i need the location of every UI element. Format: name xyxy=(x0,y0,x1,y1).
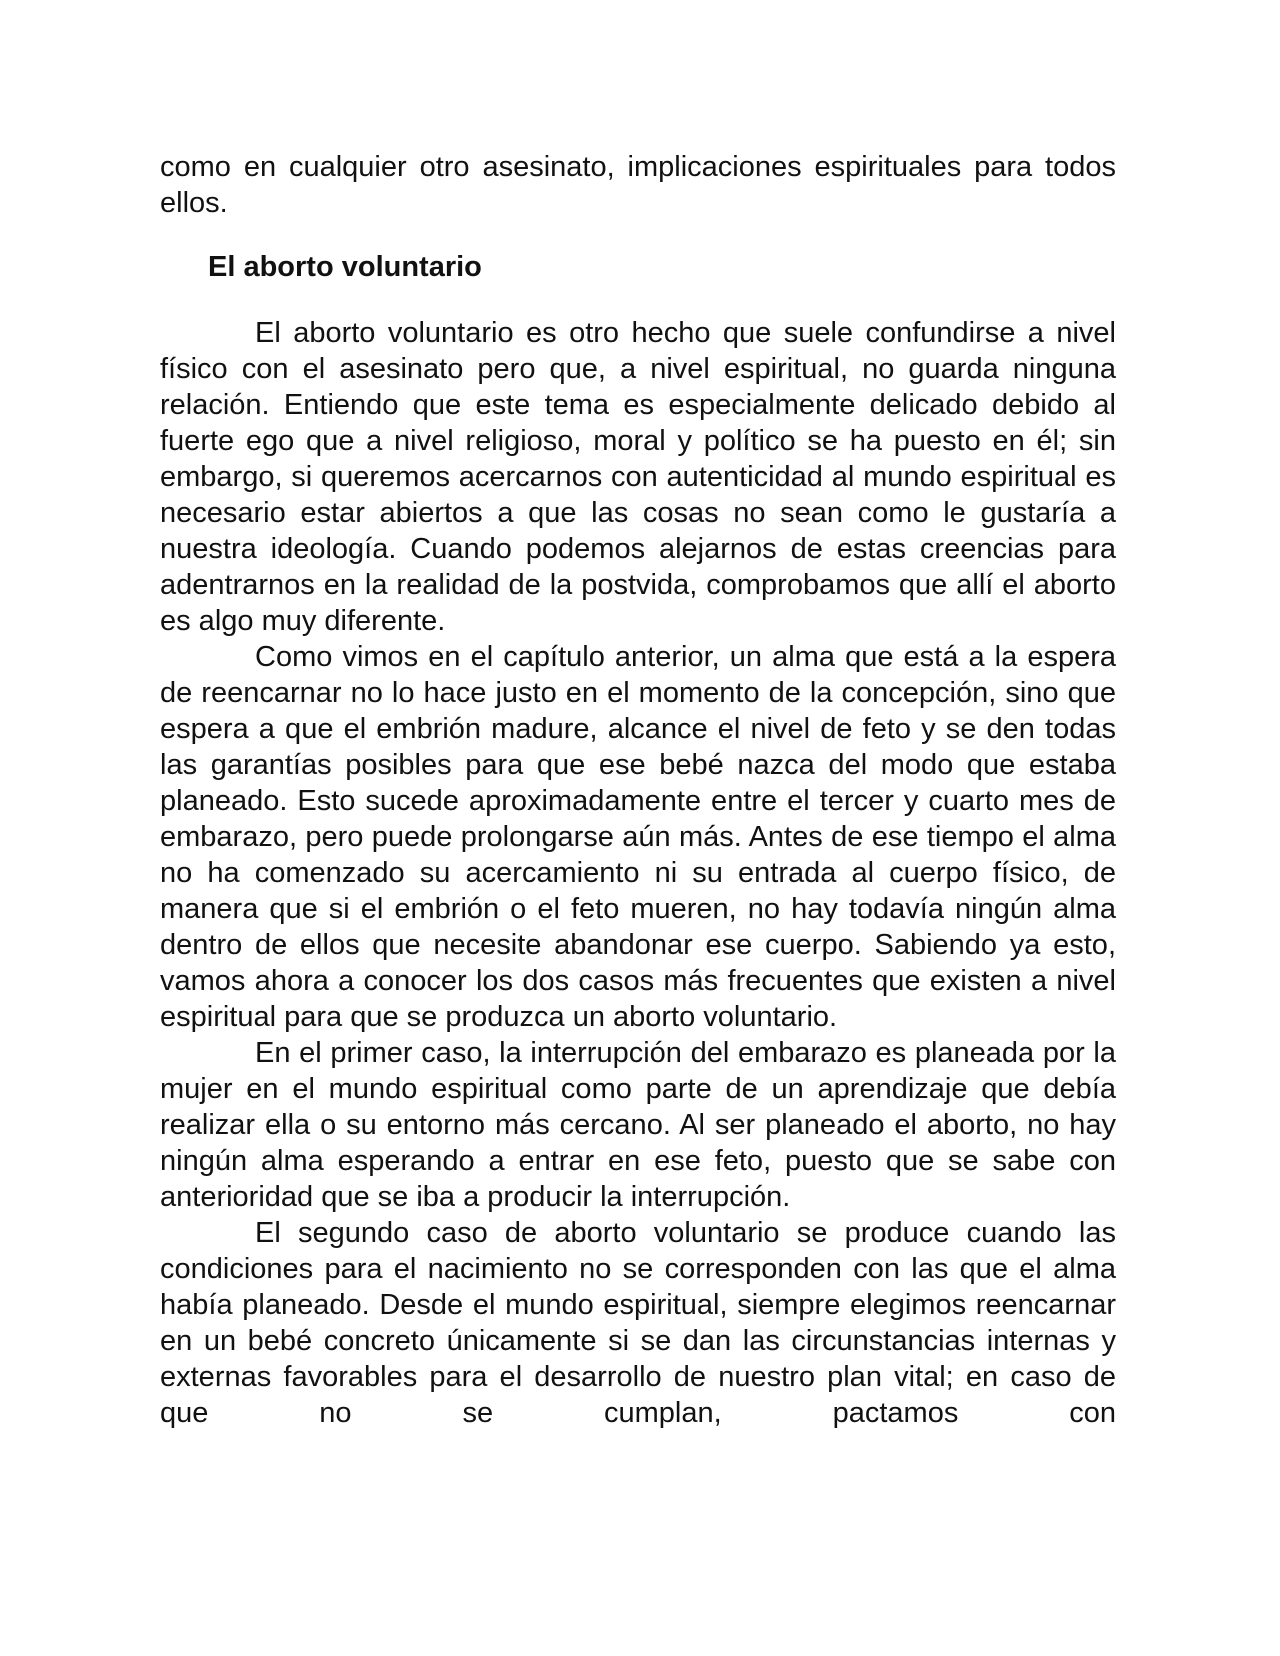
document-page xyxy=(160,149,1116,1431)
section-heading: El aborto voluntario xyxy=(208,251,482,283)
body-paragraph: El aborto voluntario es otro hecho que suele confundirse a nivel físico con el asesinato pero que, a nivel espiritual, no guarda ninguna relación. Entiendo que este tema es especialmente delicado debido al fuerte ego que a nivel religioso, moral y político se ha puesto en él; sin embargo, si queremos acercarnos con autenticidad al mundo espiritual es necesario estar abiertos a que las cosas no sean como le gustaría a nuestra ideología. Cuando podemos alejarnos de estas creencias para adentrarnos en la realidad de la postvida, comprobamos que allí el aborto es algo muy diferente. xyxy=(160,317,1116,637)
body-paragraph: Como vimos en el capítulo anterior, un alma que está a la espera de reencarnar no lo hace justo en el momento de la concepción, sino que espera a que el embrión madure, alcance el nivel de feto y se den todas las garantías posibles para que ese bebé nazca del modo que estaba planeado. Esto sucede aproximadamente entre el tercer y cuarto mes de embarazo, pero puede prolongarse aún más. Antes de ese tiempo el alma no ha comenzado su acercamiento ni su entrada al cuerpo físico, de manera que si el embrión o el feto mueren, no hay todavía ningún alma dentro de ellos que necesite abandonar ese cuerpo. Sabiendo ya esto, vamos ahora a conocer los dos casos más frecuentes que existen a nivel espiritual para que se produzca un aborto voluntario. xyxy=(160,641,1116,1033)
continuation-paragraph: como en cualquier otro asesinato, implicaciones espirituales para todos ellos. xyxy=(160,151,1116,219)
body-paragraph: El segundo caso de aborto voluntario se produce cuando las condiciones para el nacimiento no se corresponden con las que el alma había planeado. Desde el mundo espiritual, siempre elegimos reencarnar en un bebé concreto únicamente si se dan las circunstancias internas y externas favorables para el desarrollo de nuestro plan vital; en caso de que no se cumplan, pactamos con xyxy=(160,1217,1116,1429)
body-paragraph: En el primer caso, la interrupción del embarazo es planeada por la mujer en el mundo espiritual como parte de un aprendizaje que debía realizar ella o su entorno más cercano. Al ser planeado el aborto, no hay ningún alma esperando a entrar en ese feto, puesto que se sabe con anterioridad que se iba a producir la interrupción. xyxy=(160,1037,1116,1213)
